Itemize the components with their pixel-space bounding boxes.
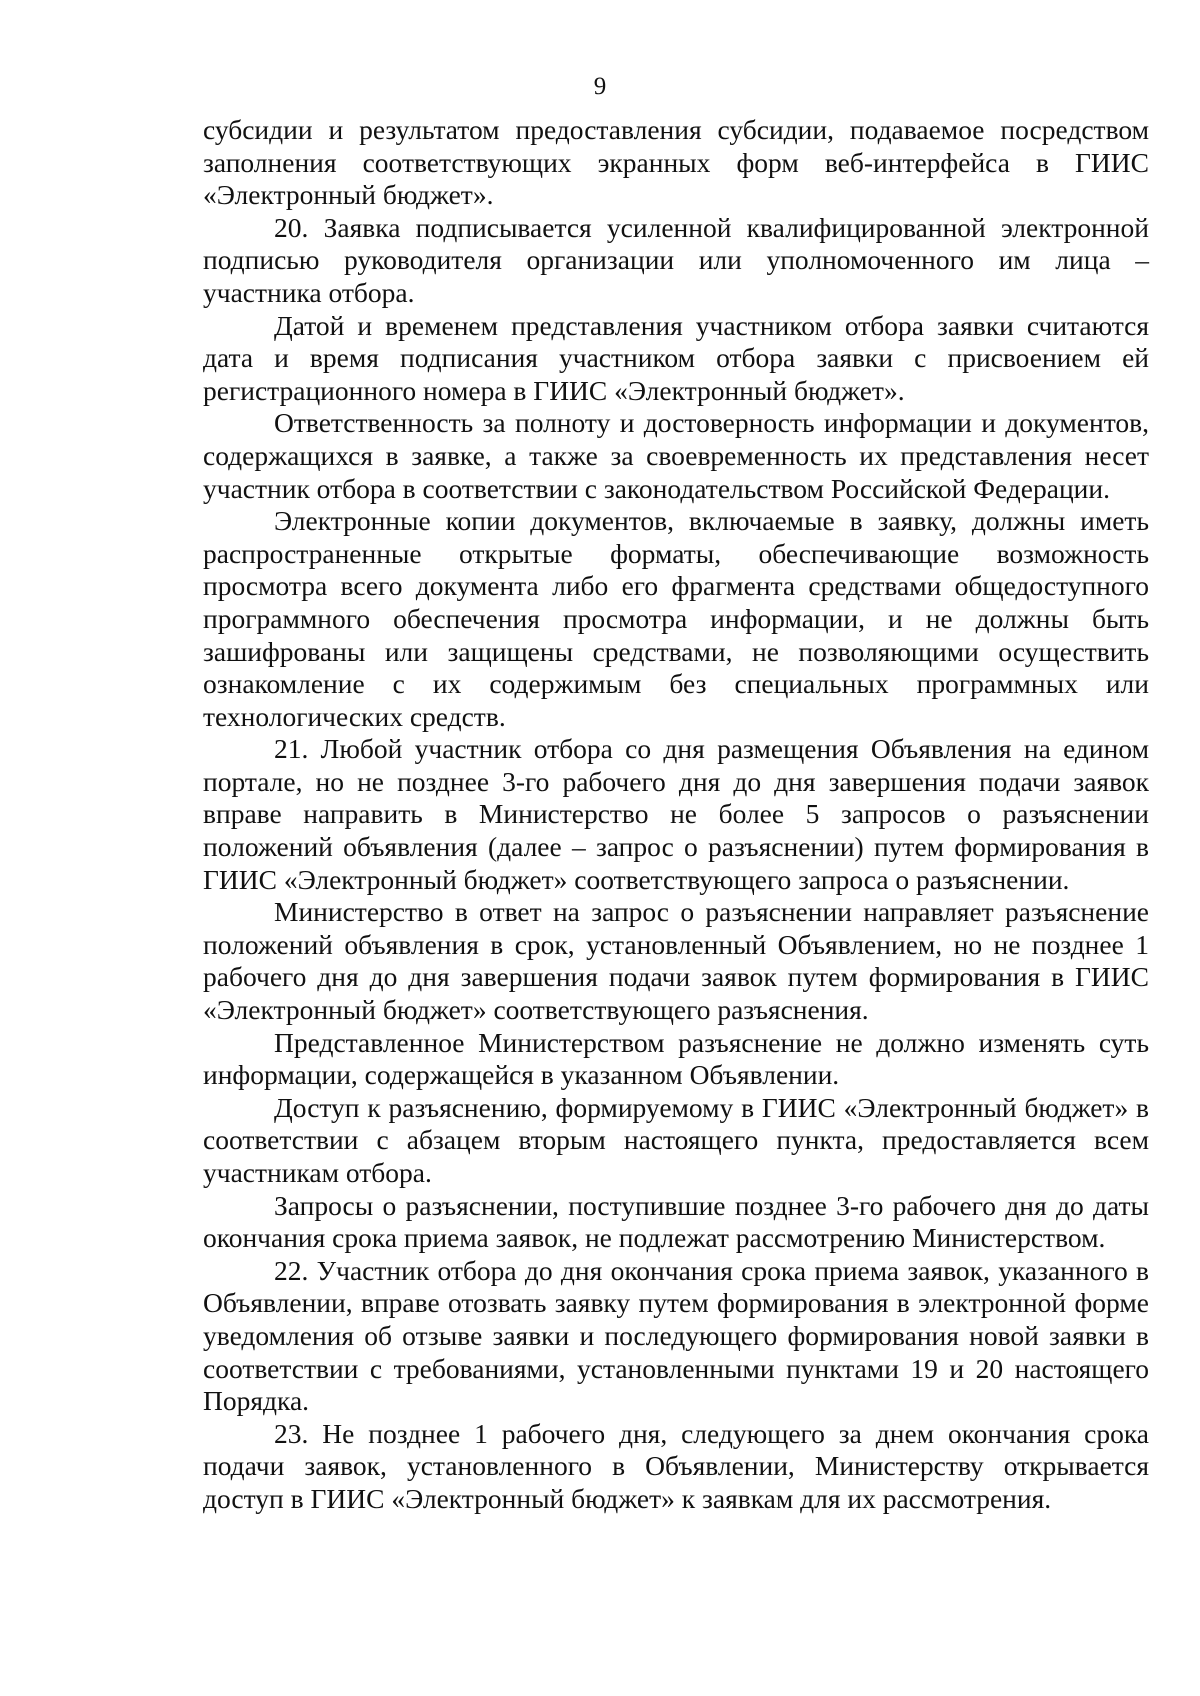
page-number: 9	[593, 73, 607, 100]
paragraph: 21. Любой участник отбора со дня размещения Объявления на едином портале, но не позднее 3-го рабочего дня до дня завершения подачи заявок вправе направить в Министерство не более 5 запросов о разъяснении положений объявления (далее – запрос о разъяснении) путем формирования в ГИИС «Электронный бюджет» соответствующего запроса о разъяснении.	[203, 733, 1149, 895]
paragraph: Доступ к разъяснению, формируемому в ГИИС «Электронный бюджет» в соответствии с абзацем вторым настоящего пункта, предоставляется всем участникам отбора.	[203, 1091, 1149, 1188]
paragraph: Ответственность за полноту и достоверность информации и документов, содержащихся в заявке, а также за своевременность их представления несет участник отбора в соответствии с законодательством Российской Федерации.	[203, 407, 1149, 504]
paragraph: 20. Заявка подписывается усиленной квалифицированной электронной подписью руководителя организации или уполномоченного им лица – участника отбора.	[203, 211, 1149, 308]
document-body	[203, 114, 1149, 1516]
paragraph: 22. Участник отбора до дня окончания срока приема заявок, указанного в Объявлении, вправе отозвать заявку путем формирования в электронной форме уведомления об отзыве заявки и последующего формирования новой заявки в соответствии с требованиями, установленными пунктами 19 и 20 настоящего Порядка.	[203, 1254, 1149, 1417]
paragraph: Электронные копии документов, включаемые в заявку, должны иметь распространенные открытые форматы, обеспечивающие возможность просмотра всего документа либо его фрагмента средствами общедоступного программного обеспечения просмотра информации, и не должны быть зашифрованы или защищены средствами, не позволяющими осуществить ознакомление с их содержимым без специальных программных или технологических средств.	[203, 505, 1149, 732]
paragraph: Датой и временем представления участником отбора заявки считаются дата и время подписания участником отбора заявки с присвоением ей регистрационного номера в ГИИС «Электронный бюджет».	[203, 309, 1149, 406]
paragraph: 23. Не позднее 1 рабочего дня, следующего за днем окончания срока подачи заявок, установленного в Объявлении, Министерству открывается доступ в ГИИС «Электронный бюджет» к заявкам для их рассмотрения.	[203, 1417, 1149, 1514]
paragraph: Представленное Министерством разъяснение не должно изменять суть информации, содержащейся в указанном Объявлении.	[203, 1026, 1149, 1091]
paragraph: субсидии и результатом предоставления субсидии, подаваемое посредством заполнения соответствующих экранных форм веб-интерфейса в ГИИС «Электронный бюджет».	[203, 114, 1149, 211]
paragraph: Запросы о разъяснении, поступившие позднее 3-го рабочего дня до даты окончания срока приема заявок, не подлежат рассмотрению Министерством.	[203, 1189, 1149, 1254]
paragraph: Министерство в ответ на запрос о разъяснении направляет разъяснение положений объявления в срок, установленный Объявлением, но не позднее 1 рабочего дня до дня завершения подачи заявок путем формирования в ГИИС «Электронный бюджет» соответствующего разъяснения.	[203, 896, 1149, 1026]
